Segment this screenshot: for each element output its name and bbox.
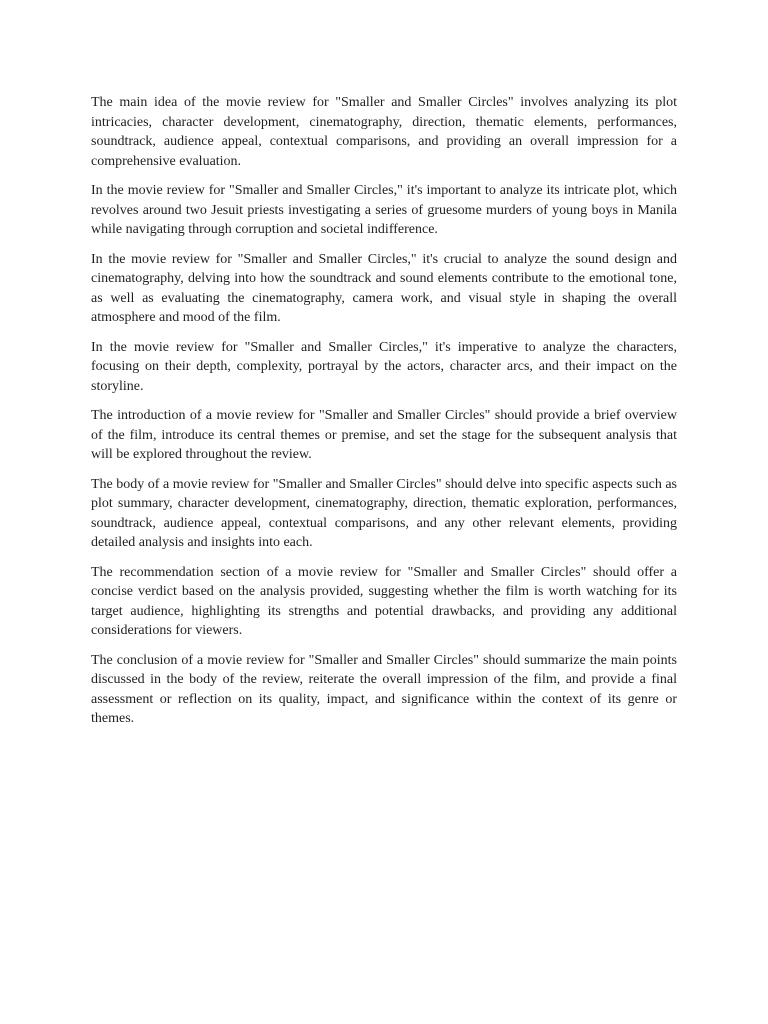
paragraph-main-idea: The main idea of the movie review for "Smaller and Smaller Circles" involves analyzing its plot intricacies, character development, cinematography, direction, thematic elements, performances, soundtrack, audience appeal, contextual comparisons, and providing an overall impression for a comprehensive evaluation. <box>91 95 677 169</box>
document-body <box>91 93 677 739</box>
paragraph-conclusion: The conclusion of a movie review for "Smaller and Smaller Circles" should summarize the main points discussed in the body of the review, reiterate the overall impression of the film, and provide a final assessment or reflection on its quality, impact, and significance within the context of its genre or themes. <box>91 652 677 726</box>
paragraph-introduction: The introduction of a movie review for "Smaller and Smaller Circles" should provide a brief overview of the film, introduce its central themes or premise, and set the stage for the subsequent analysis that will be explored throughout the review. <box>91 408 677 462</box>
paragraph-recommendation: The recommendation section of a movie review for "Smaller and Smaller Circles" should offer a concise verdict based on the analysis provided, suggesting whether the film is worth watching for its target audience, highlighting its strengths and potential drawbacks, and providing any additional considerations for viewers. <box>91 564 677 638</box>
paragraph-sound-cinematography: In the movie review for "Smaller and Smaller Circles," it's crucial to analyze the sound design and cinematography, delving into how the soundtrack and sound elements contribute to the emotional tone, as well as evaluating the cinematography, camera work, and visual style in shaping the overall atmosphere and mood of the film. <box>91 251 677 325</box>
paragraph-body: The body of a movie review for "Smaller and Smaller Circles" should delve into specific aspects such as plot summary, character development, cinematography, direction, thematic exploration, performances, soundtrack, audience appeal, contextual comparisons, and any other relevant elements, providing detailed analysis and insights into each. <box>91 476 677 550</box>
paragraph-characters: In the movie review for "Smaller and Smaller Circles," it's imperative to analyze the characters, focusing on their depth, complexity, portrayal by the actors, character arcs, and their impact on the storyline. <box>91 339 677 394</box>
paragraph-plot: In the movie review for "Smaller and Smaller Circles," it's important to analyze its intricate plot, which revolves around two Jesuit priests investigating a series of gruesome murders of young boys in Manila while navigating through corruption and societal indifference. <box>91 183 677 237</box>
